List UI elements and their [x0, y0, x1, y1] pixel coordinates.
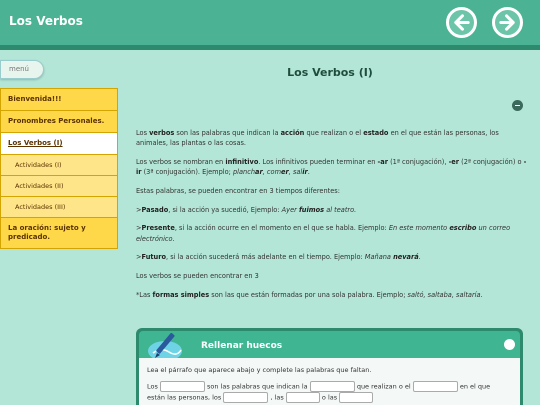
fill-blanks-activity: [136, 328, 523, 405]
paragraph-past: >Pasado, si la acción ya sucedió, Ejemplo: Ayer fuimos al teatro.: [136, 205, 357, 214]
paragraph-tenses-intro: Estas palabras, se pueden encontrar en 3 tiempos diferentes:: [136, 186, 340, 195]
paragraph-definition: Los verbos son las palabras que indican la acción que realizan o el estado en el que están las personas, los animales, las plantas o las cosas.: [136, 129, 499, 148]
activity-header: [139, 331, 520, 358]
arrow-right-icon: [498, 13, 517, 32]
sidebar-subitem-actividades-3[interactable]: Actividades (III): [0, 197, 118, 218]
arrow-left-icon: [452, 13, 471, 32]
menu-toggle-button[interactable]: menú: [0, 60, 44, 79]
header-divider: [0, 45, 540, 50]
paragraph-forms: Los verbos se pueden encontrar en 3: [136, 271, 259, 280]
next-page-button[interactable]: [492, 7, 523, 38]
blank-input-2[interactable]: [310, 381, 355, 392]
page-title: Los Verbos (I): [287, 66, 373, 79]
sidebar-subitem-actividades-2[interactable]: Actividades (II): [0, 176, 118, 197]
sidebar-item-verbos[interactable]: Los Verbos (I): [0, 133, 118, 155]
blank-input-5[interactable]: [286, 392, 320, 403]
fill-line-2: están las personas, los , las o las: [147, 392, 512, 403]
blank-input-3[interactable]: [413, 381, 458, 392]
paragraph-future: >Futuro, si la acción sucederá más adelante en el tiempo. Ejemplo: Mañana nevará.: [136, 253, 421, 262]
fill-line-1: Los son las palabras que indican la que realizan o el en el que: [147, 382, 491, 391]
sidebar: [0, 88, 118, 249]
previous-page-button[interactable]: [446, 7, 477, 38]
collapse-section-button[interactable]: [512, 100, 523, 111]
paragraph-present: >Presente, si la acción ocurre en el momento en el que se habla. Ejemplo: En este momento escribo un correo electrónico.: [136, 224, 511, 243]
activity-collapse-button[interactable]: [504, 339, 515, 350]
blank-input-6[interactable]: [339, 392, 373, 403]
activity-instruction: Lea el párrafo que aparece abajo y complete las palabras que faltan.: [147, 366, 372, 374]
sidebar-item-bienvenida[interactable]: Bienvenida!!!: [0, 88, 118, 111]
paragraph-infinitive: Los verbos se nombran en infinitivo. Los infinitivos pueden terminar en -ar (1ª conjugación), -er (2ª conjugación) o -ir (3ª conjugación). Ejemplo; planchar, comer, salir.: [136, 157, 527, 177]
sidebar-subitem-actividades-1[interactable]: Actividades (I): [0, 155, 118, 176]
app-title: Los Verbos: [9, 14, 83, 28]
blank-input-1[interactable]: [160, 381, 205, 392]
paragraph-simple-forms: *Las formas simples son las que están formadas por una sola palabra. Ejemplo; saltó, saltaba, saltaría.: [136, 290, 483, 299]
activity-title: Rellenar huecos: [201, 341, 283, 351]
activity-body: [139, 358, 520, 405]
sidebar-item-oracion[interactable]: La oración: sujeto y predicado.: [0, 218, 118, 249]
sidebar-item-pronombres[interactable]: Pronombres Personales.: [0, 111, 118, 133]
top-bar: [0, 0, 540, 45]
blank-input-4[interactable]: [223, 392, 268, 403]
lesson-content: [136, 128, 530, 308]
